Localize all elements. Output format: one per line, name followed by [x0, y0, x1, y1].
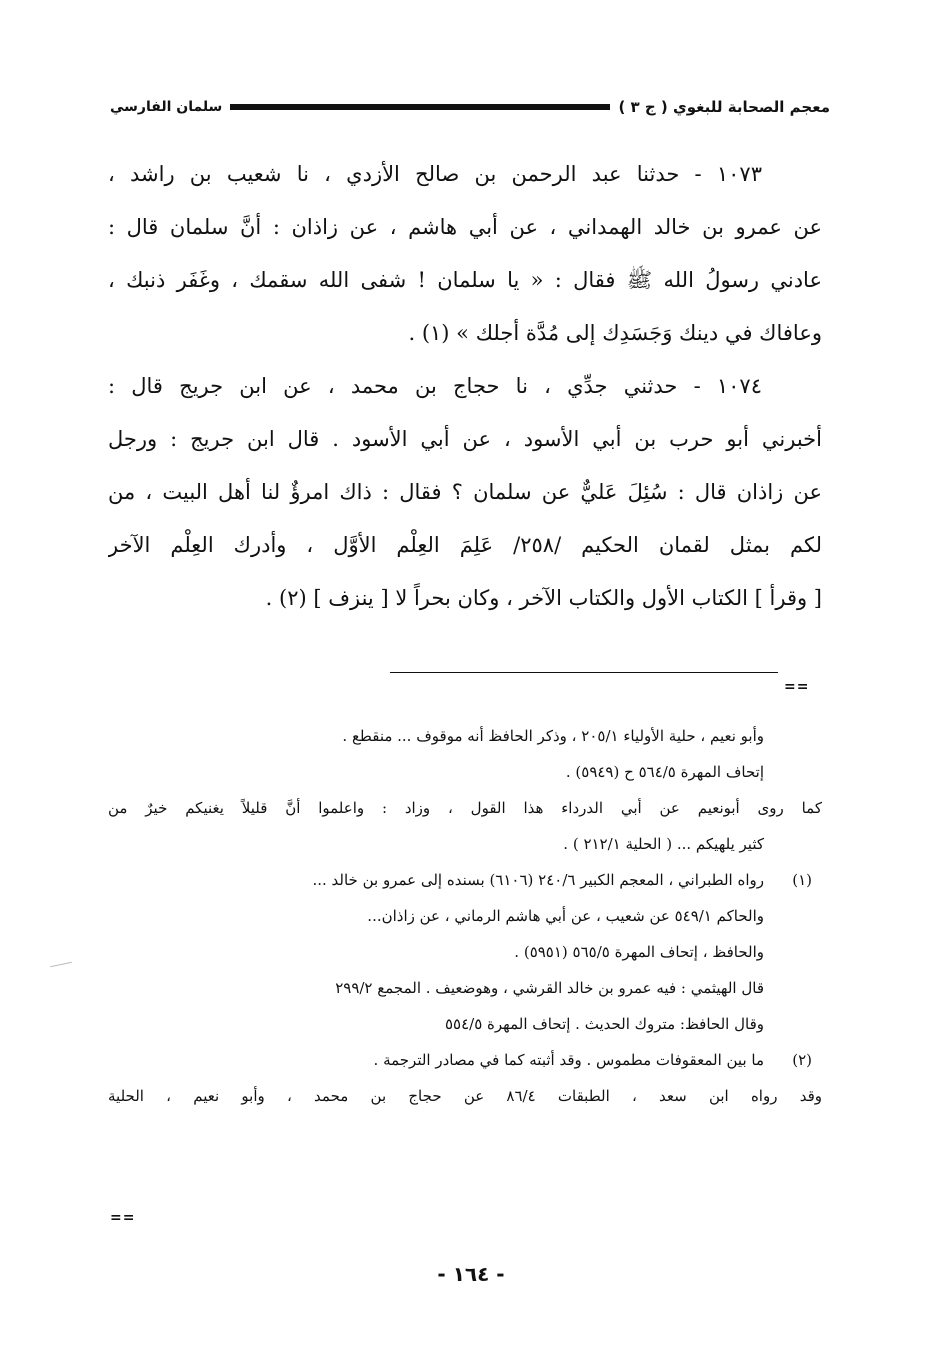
footnote-number: (٢): [792, 1051, 812, 1069]
header-rule: [230, 104, 610, 110]
footnote-continuation-mark: ==: [784, 679, 810, 695]
text-line: عادني رسولُ الله ﷺ فقال : « يا سلمان ! شفى الله سقمك ، وغَفَر ذنبك ،: [108, 268, 822, 292]
text-line: وعافاك في دينك وَجَسَدِك إلى مُدَّة أجلك » (١) .: [408, 321, 822, 345]
scan-mark: [50, 962, 72, 968]
main-text: [108, 148, 822, 625]
footnote-2: [108, 1042, 822, 1078]
footnote-separator: [390, 672, 778, 673]
footnote-1: [108, 862, 822, 898]
text-line: لكم بمثل لقمان الحكيم /٢٥٨/ عَلِمَ العِلْم الأوَّل ، وأدرك العِلْم الآخر: [108, 533, 822, 557]
footnote-line: كثير يلهيكم ... ( الحلية ٢١٢/١ ) .: [563, 835, 764, 853]
footnote-line: قال الهيثمي : فيه عمرو بن خالد القرشي ، وهوضعيف . المجمع ٢٩٩/٢: [335, 979, 764, 997]
text-line: ١٠٧٤ - حدثني جدِّي ، نا حجاج بن محمد ، عن ابن جريج قال :: [108, 374, 762, 398]
footnote-line: وقد رواه ابن سعد ، الطبقات ٨٦/٤ عن حجاج بن محمد ، وأبو نعيم ، الحلية: [108, 1087, 822, 1105]
footnote-number: (١): [792, 871, 812, 889]
footnote-line: رواه الطبراني ، المعجم الكبير ٢٤٠/٦ (٦١٠٦) بسنده إلى عمرو بن خالد ...: [312, 871, 764, 889]
page-number: - ١٦٤ -: [437, 1262, 505, 1286]
running-header: [110, 94, 830, 120]
footnotes: [108, 718, 822, 1114]
text-line: ١٠٧٣ - حدثنا عبد الرحمن بن صالح الأزدي ، نا شعيب بن راشد ،: [108, 162, 762, 186]
text-line: أخبرني أبو حرب بن أبي الأسود ، عن أبي الأسود . قال ابن جريج : ورجل: [108, 427, 822, 451]
book-title: معجم الصحابة للبغوي ( ج ٣ ): [618, 98, 830, 116]
header-subject: سلمان الفارسي: [110, 99, 223, 115]
footnote-line: ما بين المعقوفات مطموس . وقد أثبته كما في مصادر الترجمة .: [373, 1051, 764, 1069]
footnote-line: والحافظ ، إتحاف المهرة ٥٦٥/٥ (٥٩٥١) .: [514, 943, 764, 961]
footnote-line: وأبو نعيم ، حلية الأولياء ٢٠٥/١ ، وذكر الحافظ أنه موقوف ... منقطع .: [342, 727, 764, 745]
footnote-continuation-mark: ==: [110, 1210, 136, 1226]
footnote-line: وقال الحافظ: متروك الحديث . إتحاف المهرة ٥٥٤/٥: [444, 1015, 764, 1033]
text-line: عن عمرو بن خالد الهمداني ، عن أبي هاشم ، عن زاذان : أنَّ سلمان قال :: [108, 215, 822, 239]
text-line: [ وقرأ ] الكتاب الأول والكتاب الآخر ، وكان بحراً لا [ ينزف ] (٢) .: [265, 586, 822, 610]
footnote-line: كما روى أبونعيم عن أبي الدرداء هذا القول ، وزاد : واعلموا أنَّ قليلاً يغنيكم خيرٌ من: [108, 799, 822, 817]
footnote-line: والحاكم ٥٤٩/١ عن شعيب ، عن أبي هاشم الرماني ، عن زاذان...: [367, 907, 764, 925]
text-line: عن زاذان قال : سُئِلَ عَليٌّ عن سلمان ؟ فقال : ذاك امرؤٌ لنا أهل البيت ، من: [108, 480, 822, 504]
footnote-line: إتحاف المهرة ٥٦٤/٥ ح (٥٩٤٩) .: [565, 763, 764, 781]
